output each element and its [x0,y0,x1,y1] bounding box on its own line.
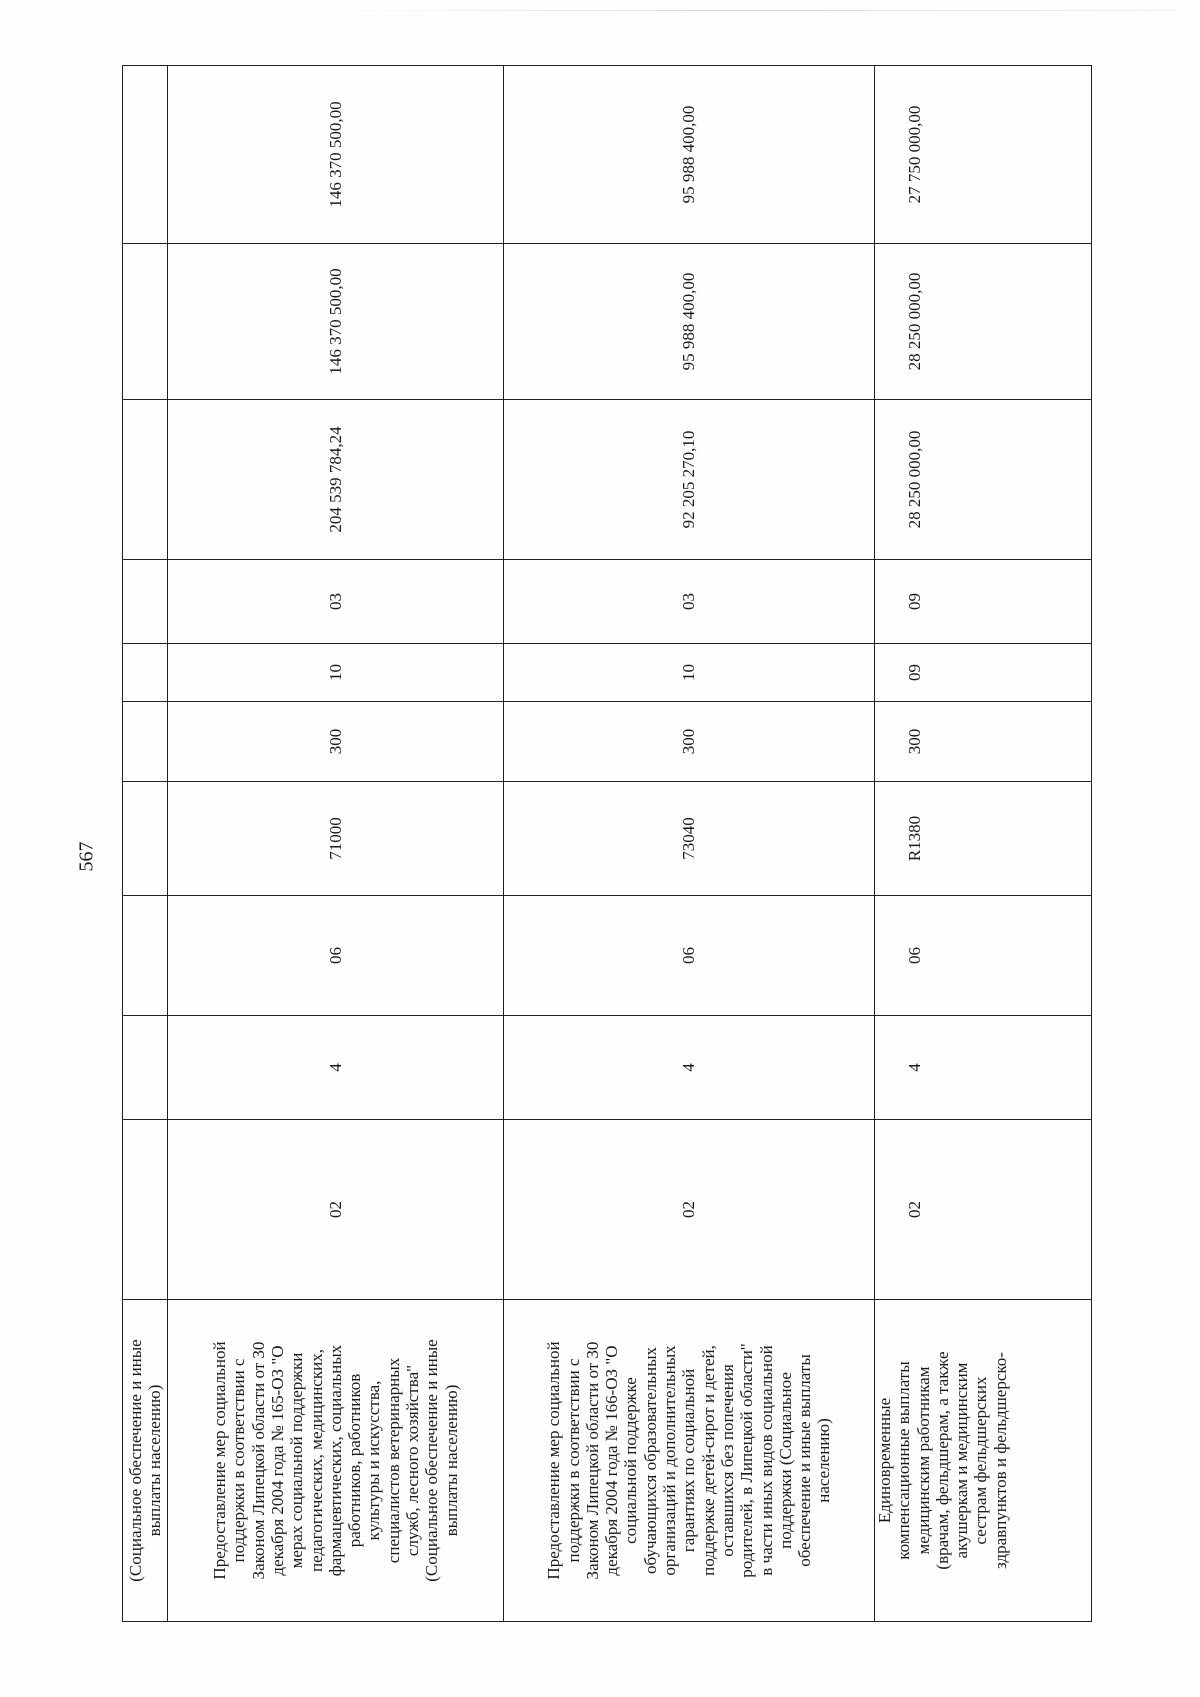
expense-type-cell: 300 [168,702,504,782]
amount-year3-cell: 146 370 500,00 [168,66,504,244]
description-line: (врачам, фельдшерам, а также [932,1351,952,1570]
description-cell [168,1300,504,1622]
amount-year2-cell: 146 370 500,00 [168,244,504,400]
amount-year3-cell: 95 988 400,00 [504,66,875,244]
rotated-table-container [122,66,1066,1622]
description-line: Предоставление мер социальной [544,1341,564,1580]
direction-code-cell [123,782,168,896]
description-line: здравпунктов и фельдшерско- [990,1352,1010,1569]
program-code-cell: 02 [875,1120,1092,1300]
description-line: оставшихся без попечения [717,1364,737,1557]
description-line: населению) [814,1418,834,1503]
description-line: поддержки в соответствии с [563,1358,583,1563]
description-line: фармацевтических, социальных [325,1344,345,1577]
description-line: декабря 2004 года № 165-ОЗ "О [267,1345,287,1576]
description-line: организаций и дополнительных [660,1345,680,1576]
description-line: (Социальное обеспечение и иные [125,1339,145,1582]
amount-year1-cell [123,400,168,560]
amount-year3-cell [123,66,168,244]
section-cell: 10 [168,644,504,702]
page-number: 567 [75,841,98,872]
description-line: родителей, в Липецкой области" [737,1343,757,1578]
description-line: в части иных видов социальной [756,1345,776,1576]
subsection-cell: 09 [875,560,1092,644]
amount-year1-cell: 204 539 784,24 [168,400,504,560]
scan-edge [300,10,1180,11]
description-cell [123,1300,168,1622]
description-line: Предоставление мер социальной [210,1341,230,1580]
description-line: выплаты населению) [441,1384,461,1537]
description-line: акушеркам и медицинским [952,1362,972,1559]
description-line: педагогических, медицинских, [306,1349,326,1572]
table-row [123,66,168,1622]
program-code-cell: 02 [504,1120,875,1300]
description-line: служб, лесного хозяйства" [403,1364,423,1557]
subprogram-code-cell: 4 [504,1016,875,1120]
section-cell: 09 [875,644,1092,702]
subprogram-code-cell: 4 [168,1016,504,1120]
subsection-cell [123,560,168,644]
description-line: культуры и искусства, [364,1380,384,1541]
description-line: выплаты населению) [145,1384,164,1537]
main-event-code-cell [123,896,168,1016]
amount-year2-cell [123,244,168,400]
description-line: (Социальное обеспечение и иные [422,1339,442,1582]
table-row [168,66,504,1622]
description-line: обучающихся образовательных [640,1346,660,1575]
description-line: сестрам фельдшерских [971,1376,991,1545]
section-cell: 10 [504,644,875,702]
description-line: обеспечение и иные выплаты [795,1354,815,1567]
main-event-code-cell: 06 [168,896,504,1016]
description-line: декабря 2004 года № 166-ОЗ "О [602,1345,622,1576]
description-line: Законом Липецкой области от 30 [582,1341,602,1580]
description-line: поддержке детей-сирот и детей, [698,1345,718,1576]
program-code-cell: 02 [168,1120,504,1300]
description-line: поддержки в соответствии с [229,1358,249,1563]
description-line: Законом Липецкой области от 30 [248,1341,268,1580]
subprogram-code-cell: 4 [875,1016,1092,1120]
direction-code-cell: R1380 [875,782,1092,896]
expense-type-cell: 300 [875,702,1092,782]
section-cell [123,644,168,702]
description-line: Единовременные [875,1397,894,1524]
description-line: поддержки (Социальное [775,1372,795,1549]
description-line: специалистов ветеринарных [383,1357,403,1564]
description-line: социальной поддержке [621,1377,641,1544]
direction-code-cell: 73040 [504,782,875,896]
expense-type-cell: 300 [504,702,875,782]
description-line: гарантиях по социальной [679,1368,699,1553]
amount-year1-cell: 28 250 000,00 [875,400,1092,560]
subsection-cell: 03 [504,560,875,644]
program-code-cell [123,1120,168,1300]
main-event-code-cell: 06 [504,896,875,1016]
table-row [504,66,875,1622]
amount-year1-cell: 92 205 270,10 [504,400,875,560]
subprogram-code-cell [123,1016,168,1120]
subsection-cell: 03 [168,560,504,644]
table-row [875,66,1092,1622]
description-line: работников, работников [345,1373,365,1548]
budget-table [122,65,1092,1622]
description-line: компенсационные выплаты [894,1361,914,1560]
amount-year2-cell: 95 988 400,00 [504,244,875,400]
description-cell [875,1300,1092,1622]
expense-type-cell [123,702,168,782]
description-line: мерах социальной поддержки [287,1352,307,1569]
description-cell [504,1300,875,1622]
description-line: медицинским работникам [913,1366,933,1555]
amount-year3-cell: 27 750 000,00 [875,66,1092,244]
main-event-code-cell: 06 [875,896,1092,1016]
direction-code-cell: 71000 [168,782,504,896]
amount-year2-cell: 28 250 000,00 [875,244,1092,400]
